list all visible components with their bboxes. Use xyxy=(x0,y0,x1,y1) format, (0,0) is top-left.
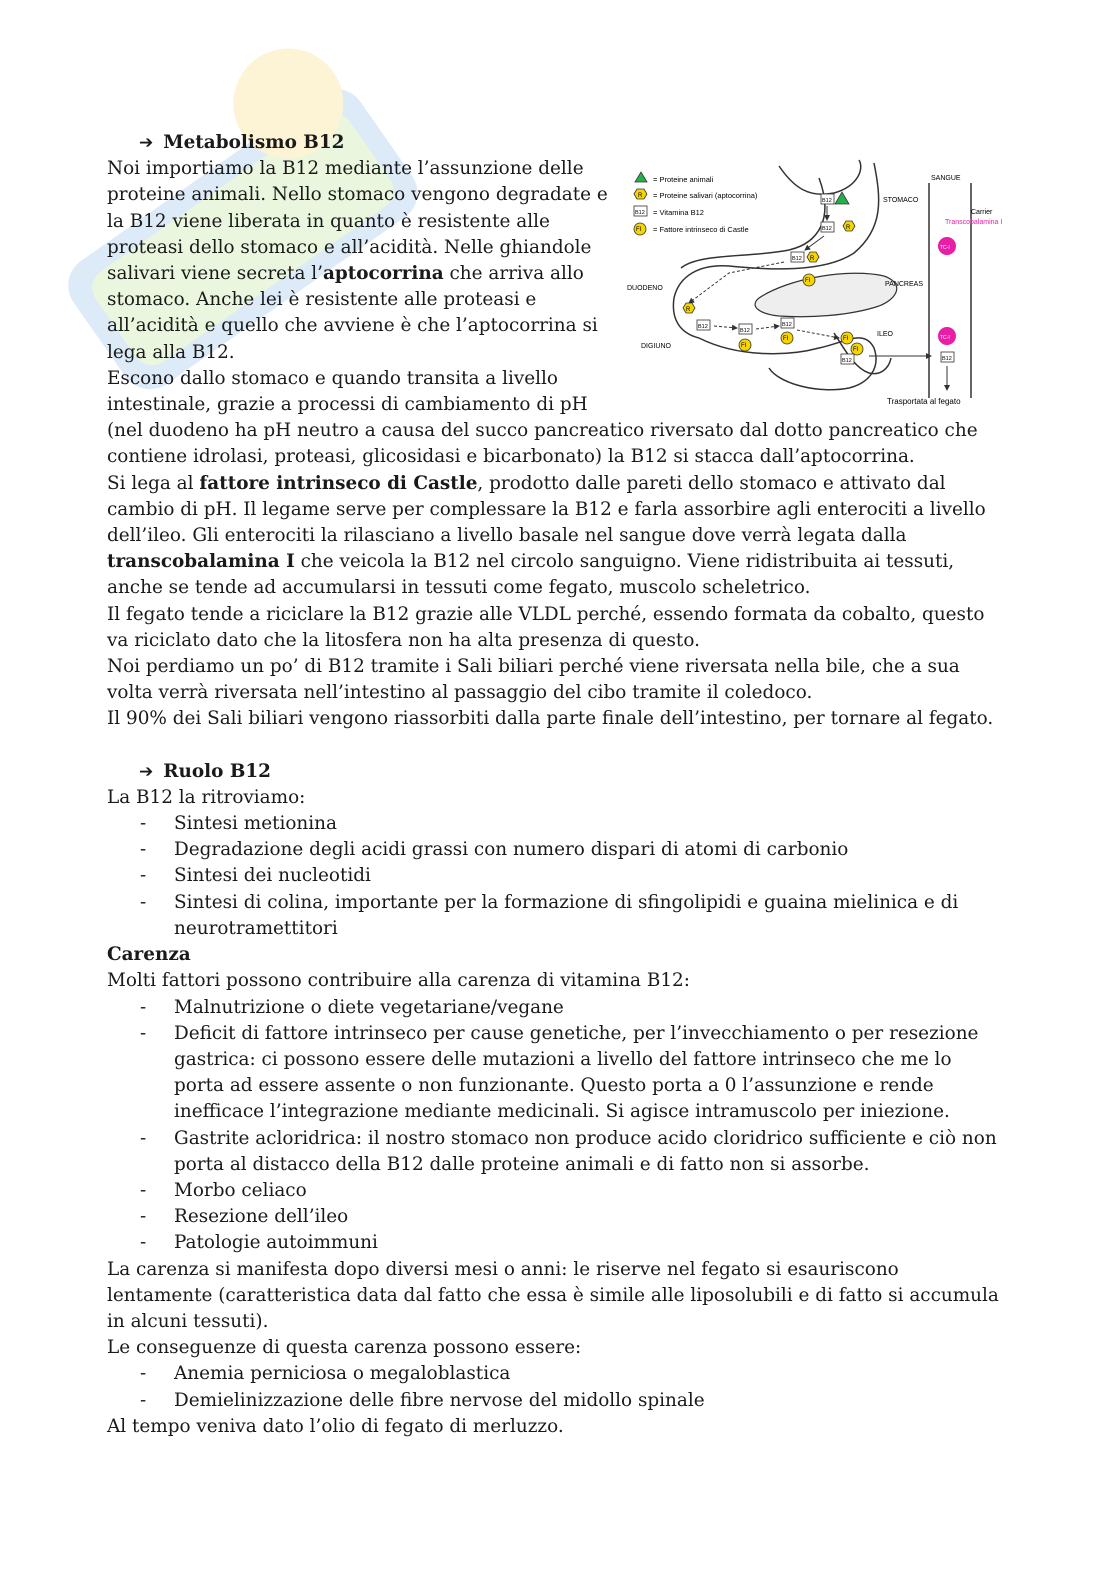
fi-text: FI xyxy=(783,336,789,343)
fi-text: FI xyxy=(853,347,859,354)
paragraph-6: Il 90% dei Sali biliari vengono riassorbiti dalla parte finale dell’intestino, per tornare al fegato. xyxy=(107,708,994,730)
b12-absorption-diagram xyxy=(619,158,1019,416)
list-item: - Deficit di fattore intrinseco per cause genetiche, per l’invecchiamento o per resezione gastrica: ci possono essere delle mutazioni a livello del fattore intrinseco che me lo porta ad essere assente o non funzionante. Questo porta a 0 l’assunzione e rende inefficace l’integrazione mediante medicinali. Si agisce intramuscolo per iniezione. xyxy=(107,1021,1007,1126)
section-heading-metabolismo: ➔ Metabolismo B12 xyxy=(139,132,345,153)
label-pancreas: PANCREAS xyxy=(885,281,923,289)
section-heading-carenza: Carenza xyxy=(107,944,191,966)
ruolo-intro: La B12 la ritroviamo: xyxy=(107,786,306,808)
document-body xyxy=(107,130,1007,1440)
label-stomaco: STOMACO xyxy=(883,197,919,205)
carenza-list xyxy=(107,995,1007,1257)
list-item: - Sintesi metionina xyxy=(107,811,1007,837)
legend-symbol-3: B12 xyxy=(635,210,645,217)
carenza-intro: Molti fattori possono contribuire alla carenza di vitamina B12: xyxy=(107,970,690,992)
list-item: - Sintesi di colina, importante per la formazione di sfingolipidi e guaina mielinica e di neurotramettitori xyxy=(107,890,1007,942)
paragraph-1: Noi importiamo la B12 mediante l’assunzione delle proteine animali. Nello stomaco vengono degradate e la B12 viene liberata in quanto è resistente alle proteasi dello stomaco e all’acidità. Nelle ghiandole salivari viene secreta l’aptocorrina che arriva allo stomaco. Anche lei è resistente alle proteasi e all’acidità e quello che avviene è che l’aptocorrina si lega alla B12. xyxy=(107,158,608,363)
label-carrier: Carrier xyxy=(971,209,993,217)
stomach-outline xyxy=(779,160,861,194)
fi-text: FI xyxy=(741,343,747,350)
list-item: - Morbo celiaco xyxy=(107,1178,1007,1204)
legend-text-4: = Fattore intrinseco di Castle xyxy=(653,225,749,235)
b12-text: B12 xyxy=(782,322,792,329)
label-sangue: SANGUE xyxy=(931,175,961,183)
list-item: - Patologie autoimmuni xyxy=(107,1230,1007,1256)
label-duodeno: DUODENO xyxy=(627,285,663,293)
animal-protein-icon xyxy=(635,172,647,182)
paragraph-4: Il fegato tende a riciclare la B12 grazie alle VLDL perché, essendo formata da cobalto, questo va riciclato dato che la litosfera non ha alta presenza di questo. xyxy=(107,603,985,651)
spacer xyxy=(107,733,1007,759)
section-heading-ruolo: ➔ Ruolo B12 xyxy=(139,760,271,782)
label-trasportata: Trasportata al fegato xyxy=(887,397,961,407)
legend-symbol-4: FI xyxy=(636,227,642,234)
tc-text: TC-I xyxy=(940,335,950,342)
list-item: - Demielinizzazione delle fibre nervose del midollo spinale xyxy=(107,1388,1007,1414)
r-text: R xyxy=(846,225,851,232)
arrow-5 xyxy=(797,330,839,338)
ruolo-list xyxy=(107,811,1007,942)
b12-text: B12 xyxy=(822,198,832,205)
legend-text-3: = Vitamina B12 xyxy=(653,208,704,218)
b12-text: B12 xyxy=(698,324,708,331)
legend-text-2: = Proteine salivari (aptocorrina) xyxy=(653,191,758,201)
list-item: - Degradazione degli acidi grassi con numero dispari di atomi di carbonio xyxy=(107,837,1007,863)
legend-text-1: = Proteine animali xyxy=(653,175,714,185)
b12-text: B12 xyxy=(792,256,802,263)
consequences-list xyxy=(107,1361,1007,1413)
r-text: R xyxy=(810,256,815,263)
arrow-icon: ➔ xyxy=(139,133,154,153)
carenza-paragraph-1: La carenza si manifesta dopo diversi mesi o anni: le riserve nel fegato si esauriscono lentamente (caratteristica data dal fatto che essa è simile alle liposolubili e di fatto si accumula in alcuni tessuti). xyxy=(107,1258,999,1332)
b12-text: B12 xyxy=(822,226,832,233)
list-item: - Malnutrizione o diete vegetariane/vegane xyxy=(107,995,1007,1021)
fi-text: FI xyxy=(805,278,811,285)
animal-protein-marker xyxy=(835,192,849,204)
arrow-icon: ➔ xyxy=(139,761,154,782)
r-text: R xyxy=(686,307,691,314)
paragraph-5: Noi perdiamo un po’ di B12 tramite i Sali biliari perché viene riversata nella bile, che a sua volta verrà riversata nell’intestino al passaggio del cibo tramite il coledoco. xyxy=(107,656,960,704)
list-item: - Anemia perniciosa o megaloblastica xyxy=(107,1361,1007,1387)
arrow-3 xyxy=(714,326,737,328)
label-digiuno: DIGIUNO xyxy=(641,343,671,351)
list-item: - Gastrite acloridrica: il nostro stomaco non produce acido cloridrico sufficiente e ciò non porta al distacco della B12 dalle proteine animali e di fatto non si assorbe. xyxy=(107,1126,1007,1178)
label-ileo: ILEO xyxy=(877,331,893,339)
arrow-4 xyxy=(756,326,779,329)
carenza-paragraph-2: Le conseguenze di questa carenza possono essere: xyxy=(107,1337,582,1359)
b12-text: B12 xyxy=(942,356,952,363)
arrow-2 xyxy=(805,236,824,250)
tc-text: TC-I xyxy=(940,245,950,252)
carenza-paragraph-3: Al tempo veniva dato l’olio di fegato di merluzzo. xyxy=(107,1415,564,1437)
label-transcobalamina: Transcobalamina I xyxy=(945,219,1003,227)
b12-text: B12 xyxy=(842,358,852,365)
list-item: - Resezione dell’ileo xyxy=(107,1204,1007,1230)
legend-symbol-2: R xyxy=(638,193,643,200)
pancreas-outline xyxy=(755,273,897,316)
paragraph-3: Si lega al fattore intrinseco di Castle, prodotto dalle pareti dello stomaco e attivato dal cambio di pH. Il legame serve per complessare la B12 e farla assorbire agli enterociti a livello dell’ileo. Gli enterociti la rilasciano a livello basale nel sangue dove verrà legata dalla transcobalamina I che veicola la B12 nel circolo sanguigno. Viene ridistribuita ai tessuti, anche se tende ad accumularsi in tessuti come fegato, muscolo scheletrico. xyxy=(107,472,986,599)
fi-text: FI xyxy=(843,336,849,343)
list-item: - Sintesi dei nucleotidi xyxy=(107,863,1007,889)
paragraph-2: Escono dallo stomaco e quando transita a livello intestinale, grazie a processi di cambiamento di pH (nel duodeno ha pH neutro a causa del succo pancreatico riversato dal dotto pancreatico che contiene idrolasi, proteasi, glicosidasi e bicarbonato) la B12 si stacca dall’aptocorrina. xyxy=(107,367,978,468)
b12-text: B12 xyxy=(740,328,750,335)
